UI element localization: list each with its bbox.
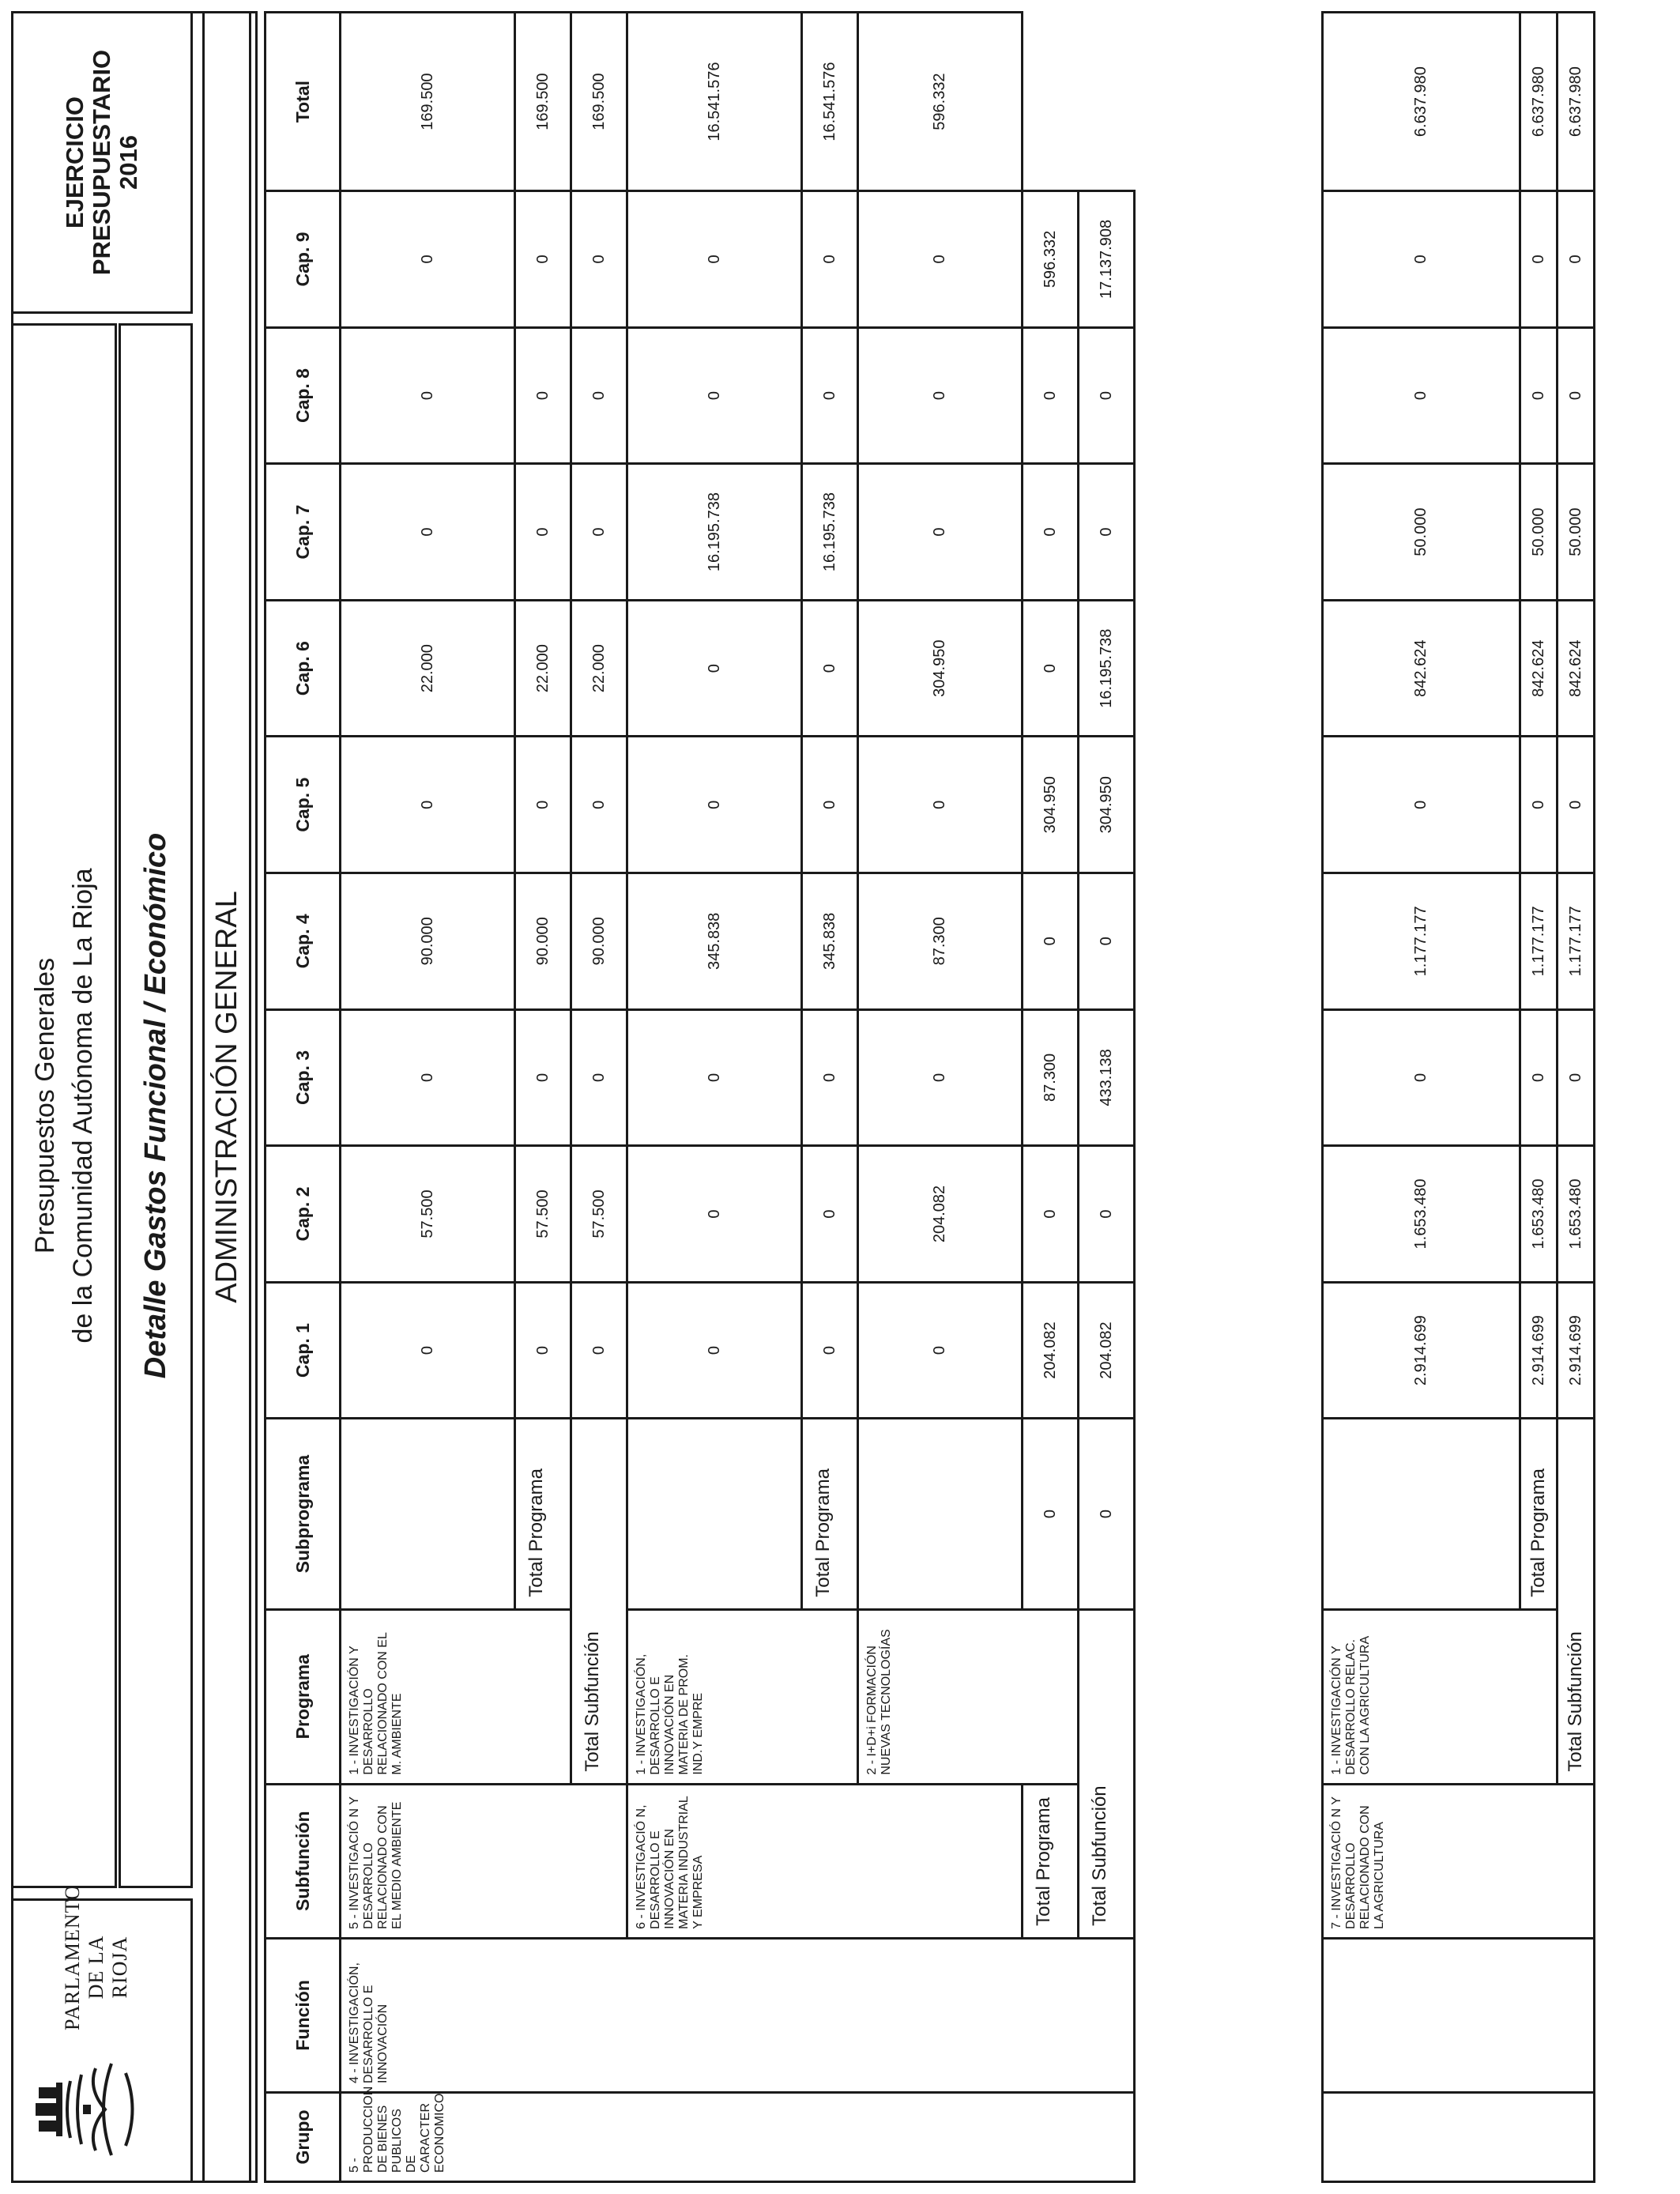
subprograma-cell (1323, 1419, 1520, 1609)
value-cell: 0 (858, 191, 1023, 328)
total-programa-label: Total Programa (515, 1419, 571, 1609)
value-cell: 0 (627, 191, 802, 328)
value-cell: 50.000 (1323, 464, 1520, 601)
table-row (627, 13, 802, 2182)
value-cell: 0 (515, 1009, 571, 1146)
programa-cell: 1 - INVESTIGACIÓN Y DESARROLLO RELAC. CON LA AGRICULTURA (1323, 1609, 1558, 1784)
parliament-crest-icon (32, 2043, 143, 2162)
value-cell: 0 (341, 737, 515, 873)
value-cell: 0 (1079, 464, 1135, 601)
value-cell: 0 (627, 1146, 802, 1283)
total-subfuncion-label: Total Subfunción (1558, 1419, 1595, 1784)
value-cell: 0 (627, 600, 802, 737)
value-cell: 1.177.177 (1520, 873, 1558, 1010)
subfuncion-cell: 7 - INVESTIGACIÓ N Y DESARROLLO RELACIONADO CON LA AGRICULTURA (1323, 1784, 1595, 1938)
value-cell: 0 (1023, 464, 1079, 601)
column-header: Cap. 5 (266, 737, 341, 873)
detail-box (119, 323, 193, 1888)
value-cell: 0 (341, 1009, 515, 1146)
total-subfuncion-label: Total Subfunción (1079, 1609, 1135, 1938)
total-cell: 596.332 (858, 13, 1023, 191)
value-cell: 0 (858, 1009, 1023, 1146)
total-cell: 6.637.980 (1558, 13, 1595, 191)
value-cell: 2.914.699 (1520, 1282, 1558, 1419)
value-cell: 22.000 (515, 600, 571, 737)
grupo-cell: 5 - PRODUCCION DE BIENES PUBLICOS DE CARACTER ECONOMICO (341, 2093, 1135, 2182)
column-header: Total (266, 13, 341, 191)
value-cell: 1.653.480 (1520, 1146, 1558, 1283)
subfuncion-cell: 5 - INVESTIGACIÓ N Y DESARROLLO RELACIONADO CON EL MEDIO AMBIENTE (341, 1784, 627, 1938)
subprograma-cell (627, 1419, 802, 1609)
total-subfuncion-row (1079, 13, 1135, 2182)
value-cell: 0 (1558, 737, 1595, 873)
value-cell: 0 (571, 1009, 627, 1146)
total-cell: 16.541.576 (627, 13, 802, 191)
value-cell: 842.624 (1558, 600, 1595, 737)
column-header: Cap. 6 (266, 600, 341, 737)
value-cell: 90.000 (341, 873, 515, 1010)
value-cell: 0 (1023, 1419, 1079, 1609)
value-cell: 304.950 (858, 600, 1023, 737)
value-cell: 0 (571, 327, 627, 464)
value-cell: 0 (627, 327, 802, 464)
value-cell: 0 (1558, 191, 1595, 328)
value-cell: 0 (858, 464, 1023, 601)
subprograma-cell (341, 1419, 515, 1609)
value-cell: 0 (1323, 1009, 1520, 1146)
logo-text-line-1: PARLAMENTO (61, 1884, 84, 2030)
detail-title: Detalle Gastos Funcional / Económico (138, 832, 172, 1379)
value-cell: 87.300 (858, 873, 1023, 1010)
value-cell: 57.500 (515, 1146, 571, 1283)
column-header: Subfunción (266, 1784, 341, 1938)
value-cell: 0 (515, 737, 571, 873)
value-cell: 16.195.738 (1079, 600, 1135, 737)
value-cell: 0 (858, 1282, 1023, 1419)
subprograma-cell (858, 1419, 1023, 1609)
value-cell: 0 (802, 1146, 858, 1283)
column-header: Subprograma (266, 1419, 341, 1609)
value-cell: 304.950 (1023, 737, 1079, 873)
value-cell: 0 (571, 737, 627, 873)
value-cell: 345.838 (627, 873, 802, 1010)
section-box (202, 11, 251, 2183)
ejercicio-box (11, 11, 193, 314)
total-cell: 6.637.980 (1520, 13, 1558, 191)
value-cell: 0 (1520, 191, 1558, 328)
value-cell: 1.653.480 (1323, 1146, 1520, 1283)
value-cell: 0 (571, 464, 627, 601)
value-cell: 0 (1520, 1009, 1558, 1146)
subfuncion-cell: 6 - INVESTIGACIÓ N, DESARROLLO E INNOVACIÓN EN MATERIA INDUSTRIAL Y EMPRESA (627, 1784, 1023, 1938)
value-cell: 433.138 (1079, 1009, 1135, 1146)
value-cell: 90.000 (515, 873, 571, 1010)
column-header: Cap. 3 (266, 1009, 341, 1146)
value-cell: 0 (1520, 327, 1558, 464)
value-cell: 57.500 (341, 1146, 515, 1283)
column-header: Cap. 7 (266, 464, 341, 601)
value-cell: 90.000 (571, 873, 627, 1010)
value-cell: 0 (802, 327, 858, 464)
value-cell: 57.500 (571, 1146, 627, 1283)
value-cell: 0 (1323, 191, 1520, 328)
total-cell: 6.637.980 (1323, 13, 1520, 191)
table-row (341, 13, 515, 2182)
funcion-cell: 4 - INVESTIGACIÓN, DESARROLLO E INNOVACIÓN (341, 1938, 1135, 2092)
column-header: Cap. 4 (266, 873, 341, 1010)
value-cell: 0 (802, 1009, 858, 1146)
value-cell: 0 (515, 327, 571, 464)
value-cell: 0 (515, 464, 571, 601)
value-cell: 2.914.699 (1558, 1282, 1595, 1419)
value-cell: 204.082 (858, 1146, 1023, 1283)
column-header: Cap. 8 (266, 327, 341, 464)
value-cell: 0 (858, 327, 1023, 464)
funcion-cell-continued (1323, 1938, 1595, 2092)
ejercicio-line-3: 2016 (115, 135, 142, 190)
value-cell: 87.300 (1023, 1009, 1079, 1146)
value-cell: 204.082 (1023, 1282, 1079, 1419)
total-programa-label: Total Programa (1520, 1419, 1558, 1609)
value-cell: 0 (1079, 1419, 1135, 1609)
logo-text (61, 1884, 132, 2030)
value-cell: 0 (1023, 1146, 1079, 1283)
value-cell: 0 (1558, 1009, 1595, 1146)
section-title: ADMINISTRACIÓN GENERAL (209, 891, 243, 1303)
value-cell: 16.195.738 (627, 464, 802, 601)
column-header: Cap. 2 (266, 1146, 341, 1283)
total-cell: 169.500 (571, 13, 627, 191)
title-box (11, 323, 117, 1888)
value-cell: 0 (1323, 327, 1520, 464)
value-cell: 0 (341, 464, 515, 601)
budget-table-continued (1321, 11, 1595, 2183)
value-cell: 22.000 (571, 600, 627, 737)
value-cell: 0 (1023, 327, 1079, 464)
total-cell: 16.541.576 (802, 13, 858, 191)
total-programa-label: Total Programa (1023, 1784, 1079, 1938)
value-cell: 0 (858, 737, 1023, 873)
value-cell: 16.195.738 (802, 464, 858, 601)
programa-cell: 1 - INVESTIGACIÓN, DESARROLLO E INNOVACIÓN EN MATERIA DE PROM. IND.Y EMPRE (627, 1609, 858, 1784)
value-cell: 0 (571, 191, 627, 328)
total-programa-row (1023, 13, 1079, 2182)
value-cell: 1.177.177 (1323, 873, 1520, 1010)
value-cell: 0 (1520, 737, 1558, 873)
value-cell: 0 (627, 1282, 802, 1419)
total-cell: 17.137.908 (1079, 191, 1135, 328)
value-cell: 50.000 (1558, 464, 1595, 601)
value-cell: 304.950 (1079, 737, 1135, 873)
value-cell: 0 (341, 191, 515, 328)
value-cell: 0 (1079, 327, 1135, 464)
value-cell: 22.000 (341, 600, 515, 737)
total-cell: 169.500 (341, 13, 515, 191)
budget-table (264, 11, 1136, 2183)
total-cell: 596.332 (1023, 191, 1079, 328)
value-cell: 2.914.699 (1323, 1282, 1520, 1419)
total-subfuncion-label: Total Subfunción (571, 1419, 627, 1784)
column-header: Grupo (266, 2093, 341, 2182)
column-header: Función (266, 1938, 341, 2092)
value-cell: 1.653.480 (1558, 1146, 1595, 1283)
value-cell: 0 (341, 1282, 515, 1419)
programa-cell: 2 - I+D+i FORMACIÓN NUEVAS TECNOLOGÍAS (858, 1609, 1079, 1784)
value-cell: 0 (515, 1282, 571, 1419)
logo-box (11, 1884, 193, 2183)
value-cell: 345.838 (802, 873, 858, 1010)
column-header: Programa (266, 1609, 341, 1784)
value-cell: 0 (802, 191, 858, 328)
table-header-row (266, 13, 341, 2182)
value-cell: 0 (802, 737, 858, 873)
column-header: Cap. 1 (266, 1282, 341, 1419)
ejercicio-line-1: EJERCICIO (61, 96, 89, 229)
value-cell: 0 (571, 1282, 627, 1419)
title-line-2: de la Comunidad Autónoma de La Rioja (68, 868, 98, 1344)
value-cell: 0 (627, 737, 802, 873)
value-cell: 0 (802, 1282, 858, 1419)
value-cell: 0 (1558, 327, 1595, 464)
value-cell: 0 (1323, 737, 1520, 873)
value-cell: 0 (1079, 1146, 1135, 1283)
value-cell: 1.177.177 (1558, 873, 1595, 1010)
value-cell: 0 (1023, 873, 1079, 1010)
value-cell: 0 (627, 1009, 802, 1146)
value-cell: 50.000 (1520, 464, 1558, 601)
programa-cell: 1 - INVESTIGACIÓN Y DESARROLLO RELACIONADO CON EL M. AMBIENTE (341, 1609, 571, 1784)
value-cell: 0 (341, 327, 515, 464)
value-cell: 204.082 (1079, 1282, 1135, 1419)
total-cell: 169.500 (515, 13, 571, 191)
logo-text-line-2: DE LA RIOJA (85, 1935, 131, 2000)
value-cell: 0 (1023, 600, 1079, 737)
grupo-cell-continued (1323, 2093, 1595, 2182)
total-programa-label: Total Programa (802, 1419, 858, 1609)
title-line-1: Presupuestos Generales (30, 957, 60, 1254)
table-row (1323, 13, 1520, 2182)
value-cell: 842.624 (1323, 600, 1520, 737)
value-cell: 842.624 (1520, 600, 1558, 737)
value-cell: 0 (802, 600, 858, 737)
column-header: Cap. 9 (266, 191, 341, 328)
ejercicio-line-2: PRESUPUESTARIO (88, 49, 115, 276)
value-cell: 0 (515, 191, 571, 328)
value-cell: 0 (1079, 873, 1135, 1010)
